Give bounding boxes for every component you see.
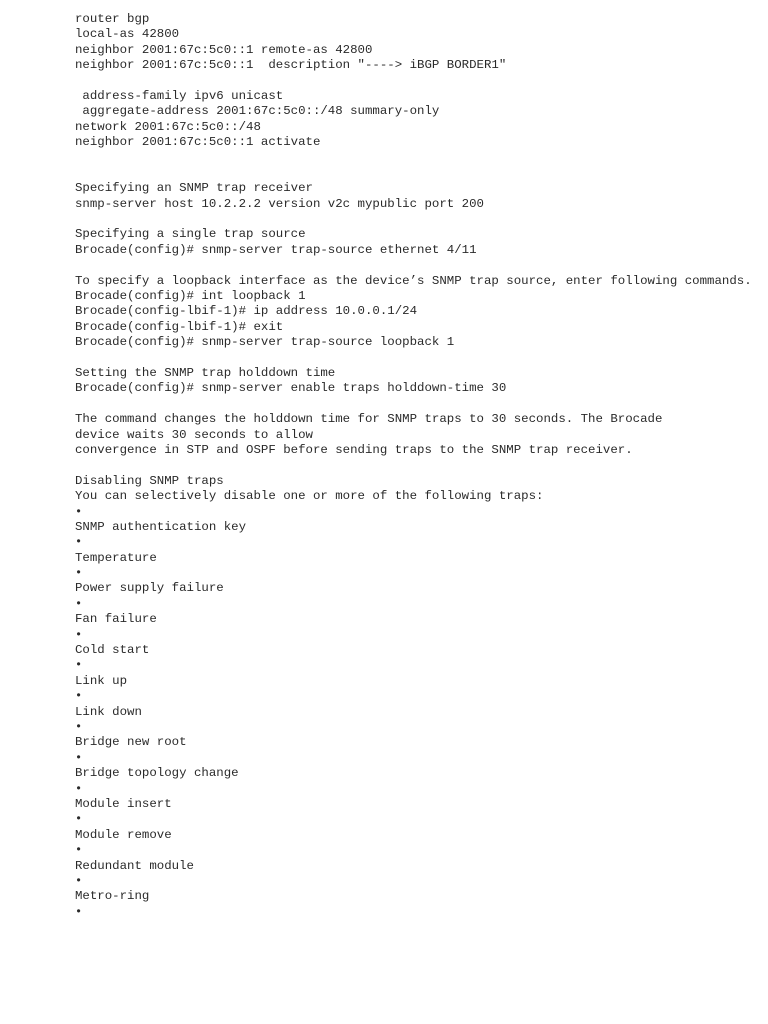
spacer xyxy=(75,258,755,273)
spacer xyxy=(75,74,755,89)
code-line: snmp-server host 10.2.2.2 version v2c mypublic port 200 xyxy=(75,196,484,211)
bullet-icon: • xyxy=(75,566,83,581)
bullet-icon: • xyxy=(75,812,83,827)
bullet-icon: • xyxy=(75,627,83,642)
code-line: router bgp xyxy=(75,12,150,26)
bullet-icon: • xyxy=(75,504,83,519)
spacer xyxy=(75,212,755,227)
bullet-icon: • xyxy=(75,720,83,734)
bgp-config-block xyxy=(75,12,755,74)
list-item: Cold start xyxy=(75,643,150,658)
section-heading: Setting the SNMP trap holddown time xyxy=(75,366,336,381)
section-heading: Disabling SNMP traps xyxy=(75,473,224,488)
code-line: aggregate-address 2001:67c:5c0::/48 summary-only xyxy=(75,104,440,119)
trap-source-section xyxy=(75,227,755,258)
bullet-icon: • xyxy=(75,843,83,858)
bullet-icon: • xyxy=(75,658,83,673)
paragraph-line: device waits 30 seconds to allow xyxy=(75,427,313,442)
list-item: Power supply failure xyxy=(75,581,224,596)
code-line: Brocade(config-lbif-1)# ip address 10.0.0.1/24 xyxy=(75,304,418,319)
code-line: Brocade(config)# snmp-server trap-source loopback 1 xyxy=(75,335,455,350)
code-line: neighbor 2001:67c:5c0::1 remote-as 42800 xyxy=(75,42,373,57)
spacer xyxy=(75,351,755,366)
disabling-section xyxy=(75,474,755,920)
bullet-icon: • xyxy=(75,689,83,704)
code-line: address-family ipv6 unicast xyxy=(75,88,284,103)
spacer xyxy=(75,397,755,412)
code-line: Brocade(config)# snmp-server trap-source ethernet 4/11 xyxy=(75,242,477,257)
list-item: Redundant module xyxy=(75,858,194,873)
bullet-icon: • xyxy=(75,873,83,888)
holddown-description xyxy=(75,412,755,458)
paragraph-line: You can selectively disable one or more of the following traps: xyxy=(75,489,544,504)
holddown-section xyxy=(75,366,755,397)
loopback-section xyxy=(75,274,755,351)
trap-list xyxy=(75,505,755,921)
list-item: Temperature xyxy=(75,550,157,565)
paragraph-line: The command changes the holddown time for SNMP traps to 30 seconds. The Brocade xyxy=(75,412,663,427)
code-line: local-as 42800 xyxy=(75,27,180,42)
bullet-icon: • xyxy=(75,535,83,550)
code-line: neighbor 2001:67c:5c0::1 description "----> iBGP BORDER1" xyxy=(75,58,507,73)
spacer xyxy=(75,458,755,473)
list-item: Fan failure xyxy=(75,612,157,627)
bullet-icon: • xyxy=(75,750,83,765)
list-item: Module insert xyxy=(75,796,172,811)
list-item: Bridge topology change xyxy=(75,766,239,781)
code-line: neighbor 2001:67c:5c0::1 activate xyxy=(75,135,321,150)
address-family-block xyxy=(75,89,755,151)
code-line: Brocade(config)# int loopback 1 xyxy=(75,289,306,304)
list-item: Link up xyxy=(75,673,128,688)
code-line: Brocade(config)# snmp-server enable traps holddown-time 30 xyxy=(75,381,507,396)
list-item: Module remove xyxy=(75,827,172,842)
paragraph: To specify a loopback interface as the device’s SNMP trap source, enter following commands. xyxy=(75,273,752,288)
bullet-icon: • xyxy=(75,781,83,796)
code-line: network 2001:67c:5c0::/48 xyxy=(75,119,261,134)
bullet-icon: • xyxy=(75,904,83,919)
list-item: SNMP authentication key xyxy=(75,519,247,534)
list-item: Bridge new root xyxy=(75,735,187,750)
section-heading: Specifying a single trap source xyxy=(75,227,306,242)
section-heading: Specifying an SNMP trap receiver xyxy=(75,181,313,196)
list-item: Link down xyxy=(75,704,142,719)
document-body xyxy=(75,12,755,920)
snmp-receiver-section xyxy=(75,181,755,212)
paragraph-line: convergence in STP and OSPF before sending traps to the SNMP trap receiver. xyxy=(75,442,633,457)
spacer xyxy=(75,151,755,182)
bullet-icon: • xyxy=(75,596,83,611)
list-item: Metro-ring xyxy=(75,889,150,904)
code-line: Brocade(config-lbif-1)# exit xyxy=(75,319,284,334)
